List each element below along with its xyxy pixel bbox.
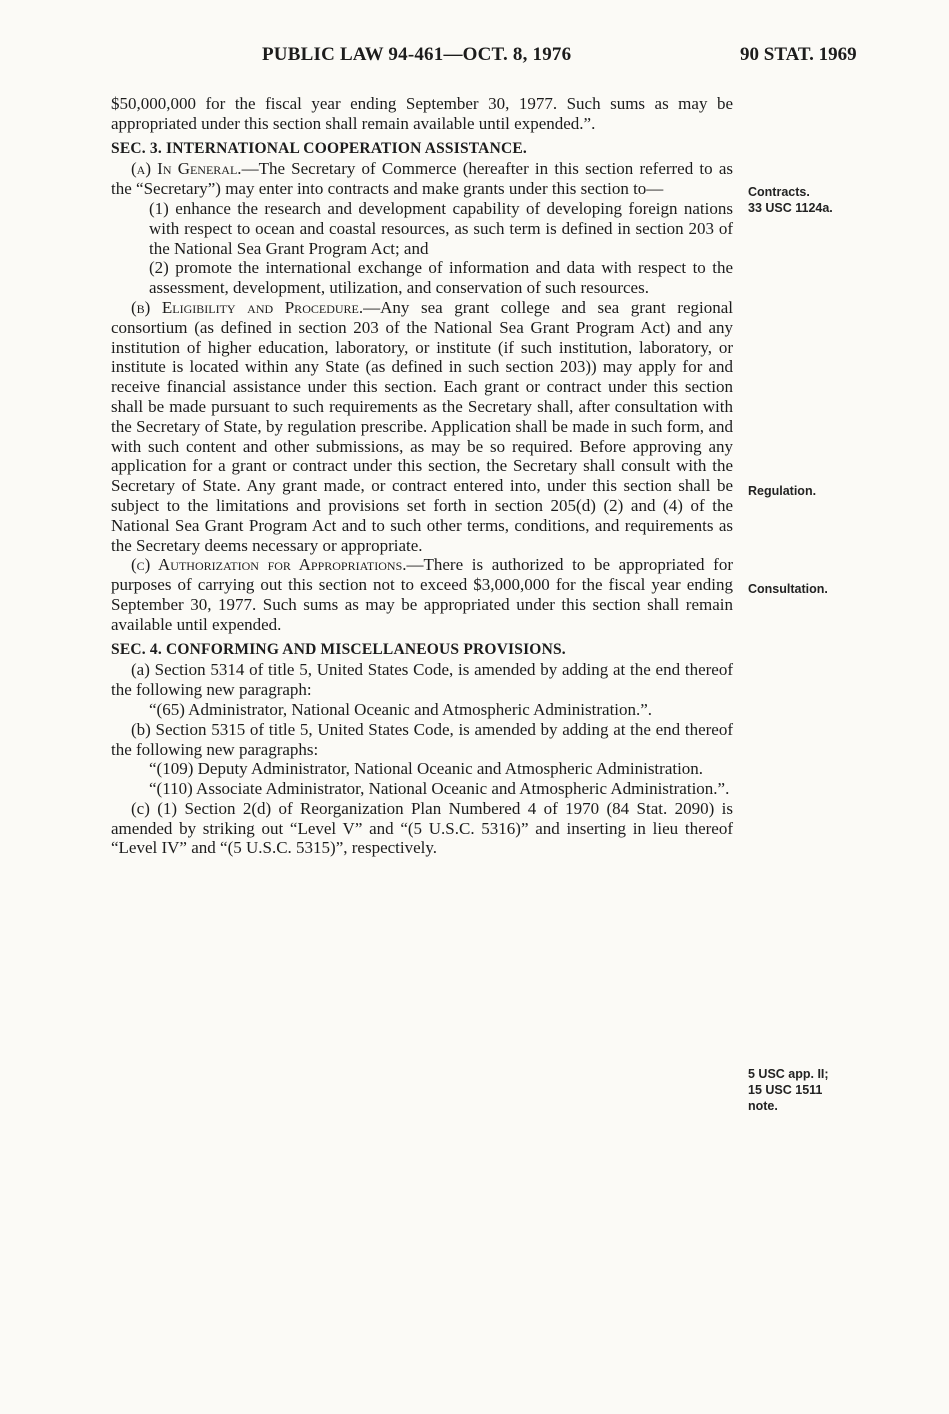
statute-page-number: 90 STAT. 1969 [740,44,857,65]
margin-note-regulation: Regulation. [748,484,817,498]
section-4-c: (c) (1) Section 2(d) of Reorganization Plan Numbered 4 of 1970 (84 Stat. 2090) is amended by striking out “Level V” and “(5 U.S.C. 5316)” and inserting in lieu thereof “Level IV” and “(5 U.S.C. 5315)”, respectively. [111,798,733,858]
margin-note-usc-citation [748,1066,829,1114]
section-3-b-label: (b) Eligibility and Procedure. [131,297,364,317]
section-3-a-1: (1) enhance the research and development capability of developing foreign nations with respect to ocean and coastal resources, as such term is defined in section 203 of the National Sea Grant Program Act; and [149,198,733,258]
margin-note-consultation: Consultation. [748,582,828,596]
section-4-a-quote: “(65) Administrator, National Oceanic and Atmospheric Administration.”. [149,699,653,719]
section-3-c [111,555,733,634]
margin-note-contracts-label: Contracts. [748,185,810,199]
margin-note-contracts-citation: 33 USC 1124a. [748,201,833,215]
page-title: PUBLIC LAW 94-461—OCT. 8, 1976 [262,44,572,65]
section-4-a: (a) Section 5314 of title 5, United States Code, is amended by adding at the end thereof the following new paragraph: [111,660,733,700]
document-body [111,94,733,858]
section-4-heading: SEC. 4. CONFORMING AND MISCELLANEOUS PROVISIONS. [111,640,566,658]
section-4-b: (b) Section 5315 of title 5, United States Code, is amended by adding at the end thereof the following new paragraphs: [111,719,733,759]
section-4-b-quote-109: “(109) Deputy Administrator, National Oceanic and Atmospheric Administration. [149,759,704,779]
page-header [0,44,949,72]
section-3-a-text: —The Secretary of Commerce (hereafter in this section referred to as the “Secretary”) may enter into contracts and make grants under this section to— [111,159,733,199]
section-3-a-label: (a) In General. [131,159,242,179]
section-3-heading: SEC. 3. INTERNATIONAL COOPERATION ASSISTANCE. [111,139,527,157]
section-4-b-quote-110: “(110) Associate Administrator, National Oceanic and Atmospheric Administration.”. [149,779,730,799]
margin-note-contracts [748,184,833,216]
section-3-a [111,159,733,199]
section-3-c-text: —There is authorized to be appropriated for purposes of carrying out this section not to exceed $3,000,000 for the fiscal year ending September 30, 1977. Such sums as may be appropriated under this section shall remain available until expended. [111,555,733,634]
section-3-b-text: —Any sea grant college and sea grant regional consortium (as defined in section 203 of the National Sea Grant Program Act) and any institution of higher education, laboratory, or institute (if such institution, laboratory, or institute is located within any State (as defined in such section 203)) may apply for and receive financial assistance under this section. Each grant or contract under this section shall be made pursuant to such requirements as the Secretary shall, after consultation with the Secretary of State, by regulation prescribe. Application shall be made in such form, and with such content and other submissions, as may be so required. Before approving any application for a grant or contract under this section, the Secretary shall consult with the Secretary of State. Any grant made, or contract entered into, under this section shall be subject to the limitations and provisions set forth in section 205(d) (2) and (4) of the National Sea Grant Program Act and to such other terms, conditions, and requirements as the Secretary deems necessary or appropriate. [111,297,733,555]
margin-note-usc-1511: 15 USC 1511 [748,1083,823,1097]
section-3-a-2: (2) promote the international exchange of information and data with respect to the assessment, development, utilization, and conservation of such resources. [149,258,733,298]
paragraph-continuation: $50,000,000 for the fiscal year ending September 30, 1977. Such sums as may be appropriated under this section shall remain available until expended.”. [111,94,733,133]
margin-note-usc-app: 5 USC app. II; [748,1067,829,1081]
section-3-c-label: (c) Authorization for Appropriations. [131,555,407,575]
margin-note-note: note. [748,1099,778,1113]
section-3-b [111,298,733,555]
